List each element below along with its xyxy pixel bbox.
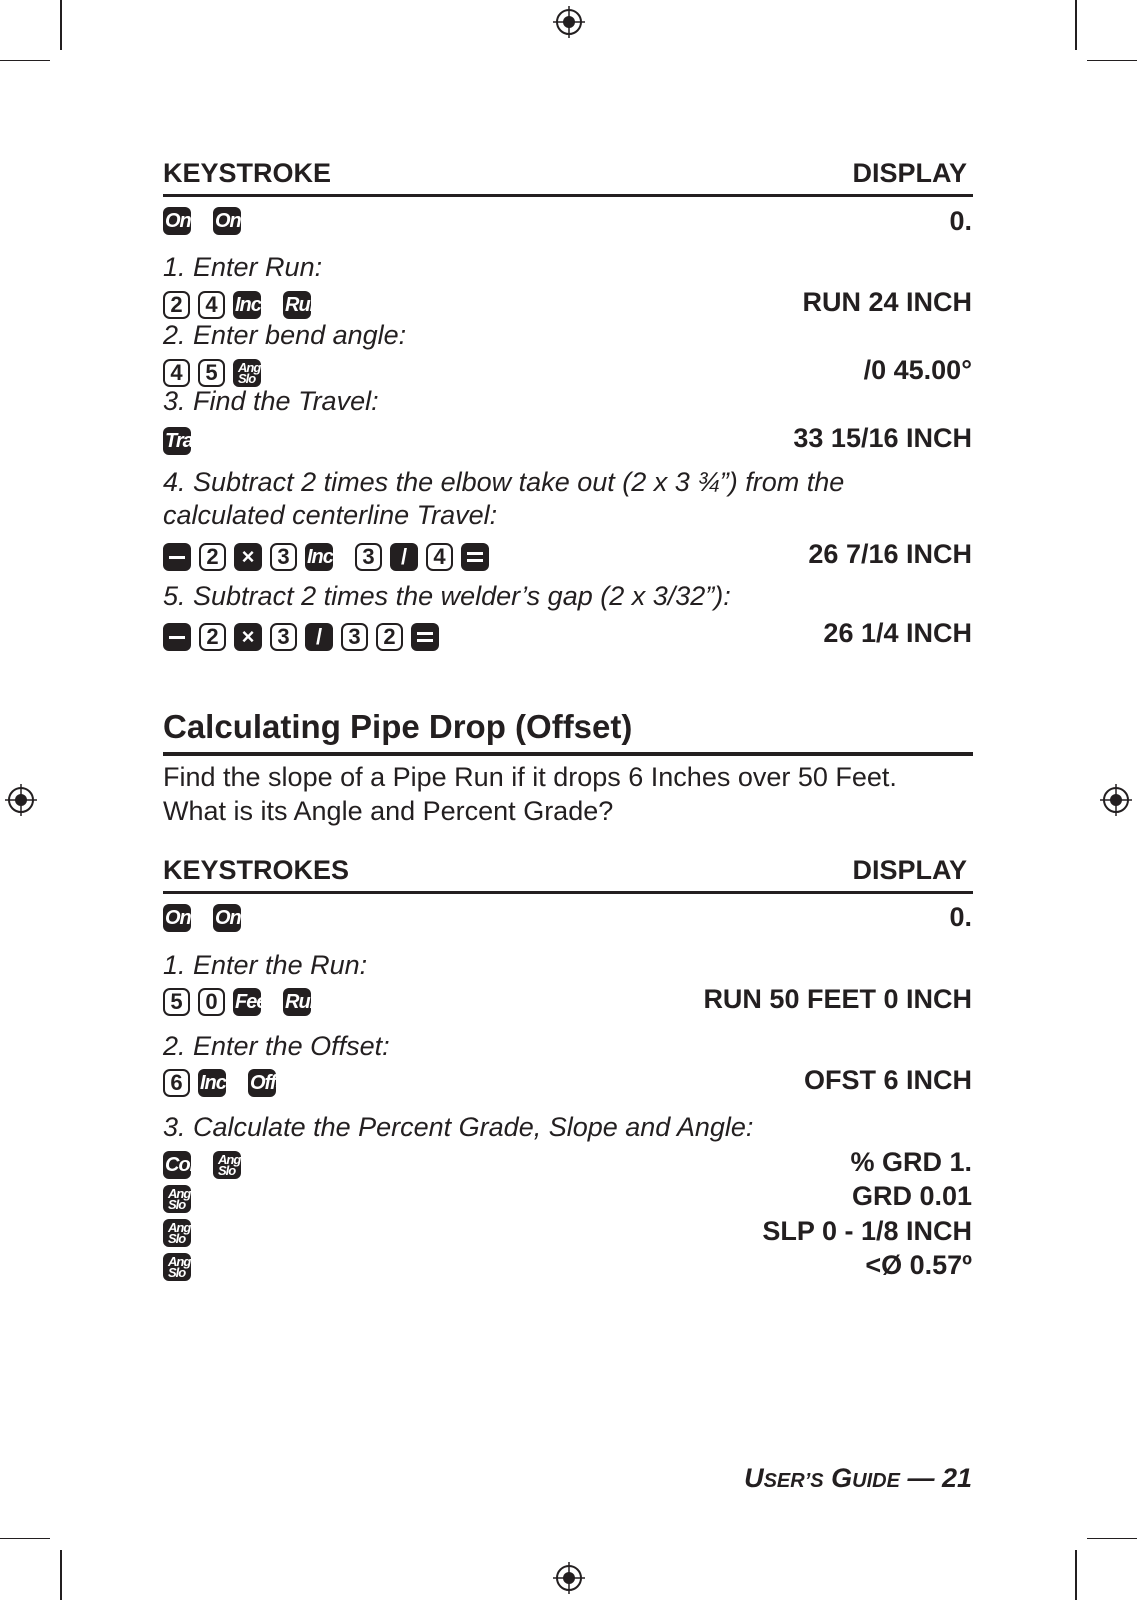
travel-key[interactable]: Travel (163, 427, 191, 455)
feet-key[interactable]: Feet (233, 988, 261, 1016)
digit-key[interactable]: 4 (198, 291, 225, 319)
keystroke-sequence (163, 1068, 302, 1098)
angle-slope-key[interactable]: Ang Slo (163, 1219, 191, 1247)
crop-mark (60, 0, 62, 50)
minus-key[interactable] (163, 623, 191, 651)
on-key[interactable]: On (163, 904, 191, 932)
digit-key[interactable]: 4 (163, 359, 190, 387)
display-value: OFST 6 INCH (803, 1065, 972, 1095)
digit-key[interactable]: 3 (355, 543, 382, 571)
step-label: 5. Subtract 2 times the welder’s gap (2 x 3/32”): (163, 581, 731, 611)
display-value: 26 7/16 INCH (808, 539, 972, 569)
footer-text: G (831, 1463, 853, 1493)
step-label: 1. Enter the Run: (163, 950, 368, 980)
run-key[interactable]: Run (283, 988, 311, 1016)
digit-key[interactable]: 0 (198, 988, 225, 1016)
run-key[interactable]: Run (283, 291, 311, 319)
crop-mark (60, 1550, 62, 1600)
display-value: SLP 0 - 1/8 INCH (762, 1216, 972, 1246)
digit-key[interactable]: 3 (341, 623, 368, 651)
inch-key[interactable]: Inch (233, 291, 261, 319)
registration-mark-icon (1099, 783, 1133, 817)
page-number: — 21 (899, 1463, 972, 1493)
display-value: 26 1/4 INCH (823, 618, 972, 648)
digit-key[interactable]: 2 (199, 623, 226, 651)
display-value: <Ø 0.57º (865, 1250, 972, 1280)
offset-key[interactable]: Offset (248, 1069, 276, 1097)
display-value: 0. (949, 902, 972, 932)
digit-key[interactable]: 5 (198, 359, 225, 387)
fraction-key[interactable]: / (390, 543, 418, 571)
multiply-key[interactable]: × (234, 543, 262, 571)
step-label: 2. Enter the Offset: (163, 1031, 390, 1061)
digit-key[interactable]: 5 (163, 988, 190, 1016)
keystroke-sequence (163, 290, 319, 320)
equals-key[interactable] (411, 623, 439, 651)
step-label: calculated centerline Travel: (163, 500, 498, 530)
display-header: DISPLAY (852, 158, 967, 188)
step-label: 3. Find the Travel: (163, 386, 379, 416)
section-title: Calculating Pipe Drop (Offset) (163, 708, 633, 745)
angle-slope-key[interactable]: Ang Slo (233, 359, 261, 387)
step-label: 2. Enter bend angle: (163, 320, 407, 350)
keystroke-sequence (163, 1218, 199, 1248)
header-rule (163, 194, 973, 197)
step-label: 1. Enter Run: (163, 252, 323, 282)
crop-mark (1087, 1538, 1137, 1539)
on-key[interactable]: On (163, 207, 191, 235)
display-value: /0 45.00° (863, 355, 972, 385)
keystroke-sequence (163, 358, 269, 388)
on-key[interactable]: On (213, 904, 241, 932)
minus-key[interactable] (163, 543, 191, 571)
display-value: GRD 0.01 (851, 1181, 972, 1211)
display-value: RUN 24 INCH (802, 287, 972, 317)
crop-mark (1075, 1550, 1077, 1600)
digit-key[interactable]: 6 (163, 1069, 190, 1097)
conv-key[interactable]: Conv (163, 1151, 191, 1179)
keystroke-header: KEYSTROKES (163, 855, 350, 885)
inch-key[interactable]: Inch (305, 543, 333, 571)
registration-mark-icon (552, 1561, 586, 1595)
crop-mark (1087, 60, 1137, 61)
keystroke-header: KEYSTROKE (163, 158, 332, 188)
registration-mark-icon (4, 783, 38, 817)
step-label: 3. Calculate the Percent Grade, Slope and Angle: (163, 1112, 754, 1142)
keystroke-sequence (163, 987, 319, 1017)
digit-key[interactable]: 3 (270, 543, 297, 571)
digit-key[interactable]: 3 (270, 623, 297, 651)
display-value: % GRD 1. (850, 1147, 972, 1177)
angle-slope-key[interactable]: Ang Slo (163, 1185, 191, 1213)
footer-text: UIDE (852, 1470, 900, 1492)
digit-key[interactable]: 2 (199, 543, 226, 571)
header-rule (163, 891, 973, 894)
multiply-key[interactable]: × (234, 623, 262, 651)
keystroke-sequence (163, 622, 447, 652)
display-value: 0. (949, 206, 972, 236)
keystroke-sequence (163, 903, 249, 933)
footer-text: U (744, 1463, 764, 1493)
keystroke-sequence (163, 206, 249, 236)
intro-text: Find the slope of a Pipe Run if it drops 6 Inches over 50 Feet. (163, 762, 897, 792)
display-value: 33 15/16 INCH (793, 423, 972, 453)
registration-mark-icon (552, 5, 586, 39)
inch-key[interactable]: Inch (198, 1069, 226, 1097)
crop-mark (0, 1538, 50, 1539)
display-header: DISPLAY (852, 855, 967, 885)
angle-slope-key[interactable]: Ang Slo (163, 1253, 191, 1281)
step-label: 4. Subtract 2 times the elbow take out (2 x 3 ¾”) from the (163, 467, 845, 497)
equals-key[interactable] (461, 543, 489, 571)
keystroke-sequence (163, 542, 497, 572)
on-key[interactable]: On (213, 207, 241, 235)
page-footer (744, 1463, 972, 1494)
keystroke-sequence (163, 1150, 249, 1180)
crop-mark (0, 60, 50, 61)
display-value: RUN 50 FEET 0 INCH (703, 984, 972, 1014)
digit-key[interactable]: 4 (426, 543, 453, 571)
section-rule (163, 752, 973, 756)
digit-key[interactable]: 2 (163, 291, 190, 319)
crop-mark (1075, 0, 1077, 50)
intro-text: What is its Angle and Percent Grade? (163, 796, 614, 826)
footer-text: SER’S (763, 1470, 824, 1492)
fraction-key[interactable]: / (305, 623, 333, 651)
keystroke-sequence (163, 1184, 199, 1214)
keystroke-sequence (163, 1252, 199, 1282)
digit-key[interactable]: 2 (376, 623, 403, 651)
angle-slope-key[interactable]: Ang Slo (213, 1151, 241, 1179)
keystroke-sequence (163, 426, 218, 456)
